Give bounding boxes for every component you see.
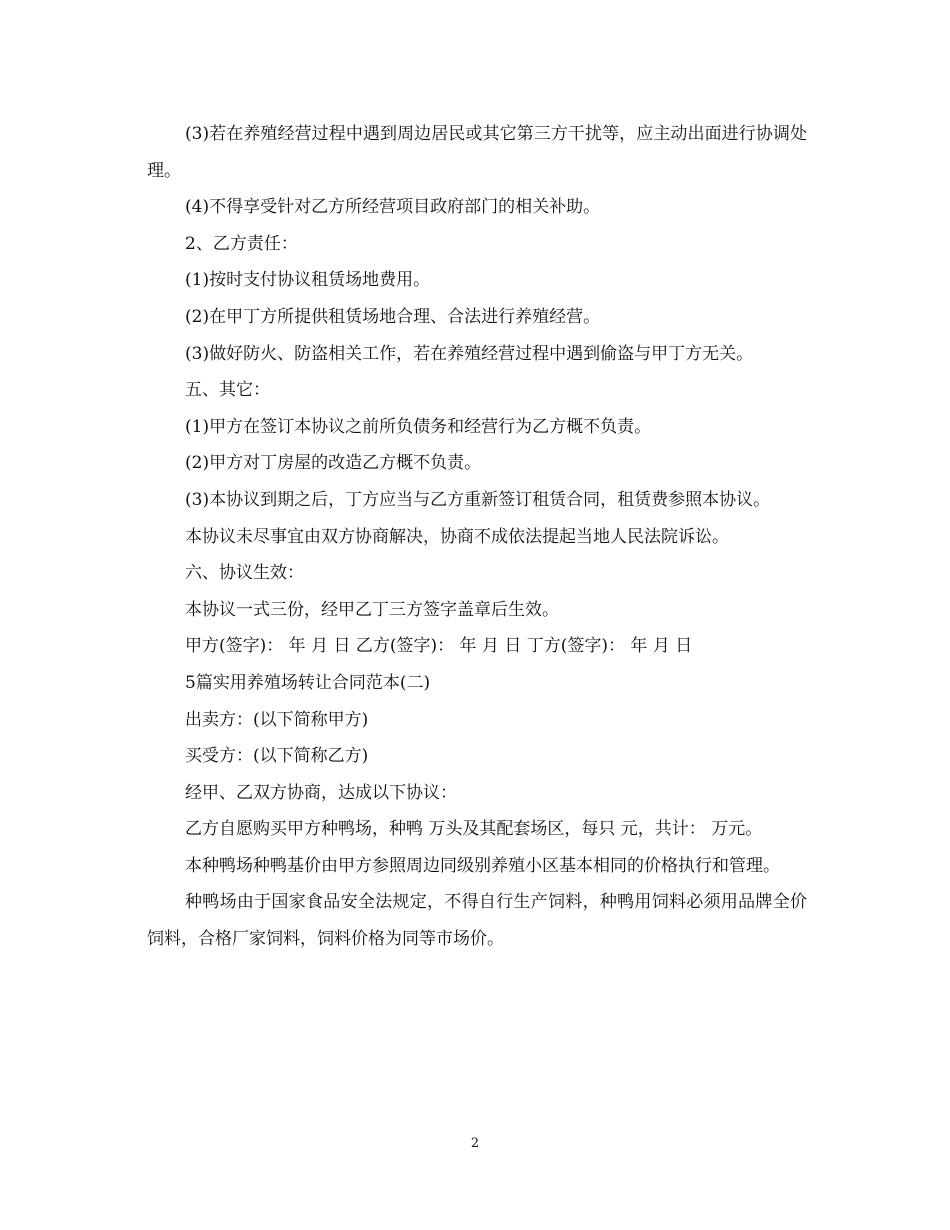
section-heading: 2、乙方责任： — [185, 233, 298, 254]
paragraph: (4)不得享受针对乙方所经营项目政府部门的相关补助。 — [185, 197, 601, 218]
paragraph: (3)若在养殖经营过程中遇到周边居民或其它第三方干扰等，应主动出面进行协调处理。 — [147, 124, 807, 181]
paragraph: (1)按时支付协议租赁场地费用。 — [185, 270, 431, 291]
buyer-line: 买受方：(以下简称乙方) — [185, 746, 369, 767]
paragraph: 经甲、乙双方协商，达成以下协议： — [185, 782, 457, 803]
paragraph: (1)甲方在签订本协议之前所负债务和经营行为乙方概不负责。 — [185, 416, 652, 437]
section-heading: 六、协议生效： — [185, 563, 304, 584]
section-heading: 五、其它： — [185, 380, 270, 401]
paragraph: (3)本协议到期之后，丁方应当与乙方重新签订租赁合同，租赁费参照本协议。 — [185, 489, 771, 510]
document-body — [147, 116, 807, 958]
paragraph: 种鸭场由于国家食品安全法规定，不得自行生产饲料，种鸭用饲料必须用品牌全价饲料，合格厂家饲料，饲料价格为同等市场价。 — [147, 892, 807, 950]
signature-line: 甲方(签字)： 年 月 日 乙方(签字)： 年 月 日 丁方(签字)： 年 月 日 — [185, 636, 693, 657]
page-number: 2 — [470, 1136, 480, 1151]
paragraph: (2)甲方对丁房屋的改造乙方概不负责。 — [185, 453, 482, 474]
paragraph: (2)在甲丁方所提供租赁场地合理、合法进行养殖经营。 — [185, 306, 601, 327]
seller-line: 出卖方：(以下简称甲方) — [185, 709, 369, 730]
paragraph: 乙方自愿购买甲方种鸭场，种鸭 万头及其配套场区，每只 元，共计： 万元。 — [185, 819, 763, 840]
contract-title: 5篇实用养殖场转让合同范本(二) — [185, 672, 431, 693]
paragraph: 本协议未尽事宜由双方协商解决，协商不成依法提起当地人民法院诉讼。 — [185, 526, 729, 547]
paragraph: 本种鸭场种鸭基价由甲方参照周边同级别养殖小区基本相同的价格执行和管理。 — [185, 855, 780, 876]
paragraph: 本协议一式三份，经甲乙丁三方签字盖章后生效。 — [185, 599, 559, 620]
paragraph: (3)做好防火、防盗相关工作，若在养殖经营过程中遇到偷盗与甲丁方无关。 — [185, 343, 754, 364]
